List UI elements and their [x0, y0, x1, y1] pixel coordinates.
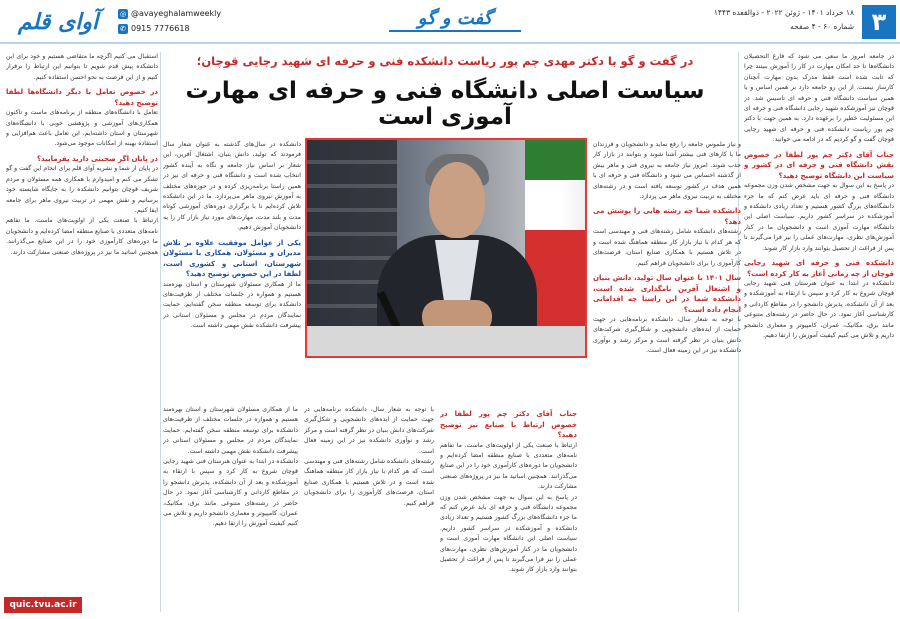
- left-intro: استقبال می کنیم اگرچه ما متقاضی هستیم و خود برای این دانشکده پیش قدم شویم تا بتوانیم این ارتباط را برقرار کنیم و از این فرصت به نحو احسن استفاده کنیم.: [6, 53, 158, 81]
- answer-3-cont: رشته‌های دانشکده شامل رشته‌های فنی و مهندسی است که هر کدام با نیاز بازار کار منطقه هماهنگ شده است و در تلاش هستیم با همکاری صنایع استان، فرصت‌های کارآموزی را برای دانشجویان فراهم کنیم.: [304, 458, 434, 507]
- phone-number: 0915 7776618: [131, 24, 190, 33]
- photo-desk: [307, 326, 587, 356]
- instagram-handle: @avayeghalamweekly: [131, 9, 222, 18]
- answer-4: ارتباط با صنعت یکی از اولویت‌های ماست. ما تفاهم نامه‌های متعددی با صنایع منطقه امضا کرده‌ایم و دانشجویان ما دوره‌های کارآموزی خود را در این صنایع می‌گذرانند. همچنین اساتید ما نیز در پروژه‌های صنعتی مشارکت دارند.: [440, 441, 577, 491]
- section-title: گفت و گو: [395, 8, 515, 34]
- column-b: [304, 405, 434, 612]
- phone-icon: ✆: [118, 24, 128, 34]
- date-line: ۱۸ خرداد ۱۴۰۱ - ژوئن ۲۰۲۲ - ذوالقعده ۱۴۴۳: [713, 8, 854, 17]
- answer-8: در پایان از شما و نشریه آوای قلم برای انجام این گفت و گو تشکر می کنم و امیدوارم با همکاری همه مسئولان و مردم شریف قوچان بتوانیم دانشکده را به جایگاه شایسته خود برسانیم و نقش مهمی در تربیت نیروی ماهر برای جامعه ایفا کنیم.: [6, 165, 158, 214]
- column-divider-left: [160, 52, 161, 612]
- answer-3: رشته‌های دانشکده شامل رشته‌های فنی و مهندسی است که هر کدام با نیاز بازار کار منطقه هماهنگ شده است و در تلاش هستیم با همکاری صنایع استان، فرصت‌های کارآموزی را برای دانشجویان فراهم کنیم.: [593, 228, 741, 267]
- answer-1: در پاسخ به این سوال به جهت مشخص شدن وزن مجموعه دانشگاه فنی و حرفه ای باید عرض کنم که ما جزء دانشگاه‌های بزرگ کشور هستیم و تعداد زیادی دانشکده و آموزشکده در سراسر کشور داریم. سیاست اصلی این دانشگاه مهارت آموزی است و دانشجویان ما در کنار آموزش‌های نظری، مهارت‌های عملی را نیز فرا می‌گیرند تا پس از فراغت از تحصیل بتوانند وارد بازار کار شوند.: [744, 182, 894, 252]
- column-right: [744, 52, 894, 612]
- column-a: [163, 405, 298, 612]
- column-left: [6, 52, 158, 612]
- question-2: دانشکده فنی و حرفه ای شهید رجایی قوچان از چه زمانی آغاز به کار کرده است؟: [744, 259, 894, 278]
- page-number: ۳: [862, 5, 896, 39]
- answer-6-cont: ما از همکاری مسئولان شهرستان و استان بهره‌مند هستیم و همواره در جلسات مختلف از ظرفیت‌های دانشکده برای توسعه منطقه سخن گفته‌ایم. حمایت نمایندگان مردم در مجلس و مسئولان استانی در پیشرفت دانشکده نقش مهمی داشته است.: [163, 406, 298, 455]
- social-contacts: [118, 6, 221, 36]
- footer-website-link[interactable]: quic.tvu.ac.ir: [4, 597, 82, 613]
- article-intro: در جامعه امروز ما سعی می شود که فارغ التحصیلان دانشگاه‌ها تا حد امکان مهارت در کار را آموزش ببینند چرا که ثابت شده است فقط مدرک بدون مهارت آنچنان کارساز نیست. از این رو جامعه دارد بر همین اساس و با همین سیاست دانشگاه فنی و حرفه ای تاسیس شد. در قوچان نیز آموزشکده شهید رجایی دانشگاه فنی و حرفه ای این مسئولیت خطیر را برعهده دارد. به همین جهت با دکتر چم پور ریاست دانشکده فنی و حرفه ای شهید رجایی قوچان گفت و گو کردیم که در ادامه می خوانید.: [744, 53, 894, 144]
- question-8: در پایان اگر صحبتی دارید بفرمایید؟: [37, 154, 158, 163]
- question-7: در خصوص تعامل با دیگر دانشگاه‌ها لطفا توضیح دهید؟: [6, 88, 158, 107]
- newspaper-logo: آوای قلم: [17, 9, 99, 35]
- column-c: [440, 405, 577, 612]
- photo-face: [429, 162, 485, 238]
- answer-5: با توجه به شعار سال، دانشکده برنامه‌هایی در جهت حمایت از ایده‌های دانشجویی و شکل‌گیری شرکت‌های دانش بنیان در نظر گرفته است و مرکز رشد و نوآوری دانشکده نیز در این زمینه فعال است.: [593, 316, 741, 355]
- article-headline: سیاست اصلی دانشگاه فنی و حرفه ای مهارت آموزی است: [185, 78, 705, 130]
- question-3: دانشکده شما چه رشته هایی را پوشش می دهد؟: [593, 207, 741, 226]
- question-4: جناب آقای دکتر چم پور لطفا در خصوص ارتباط با صنایع نیز توضیح دهید؟: [440, 410, 577, 439]
- answer-4-cont: ارتباط با صنعت یکی از اولویت‌های ماست. ما تفاهم نامه‌های متعددی با صنایع منطقه امضا کرده‌ایم و دانشجویان ما دوره‌های کارآموزی خود را در این صنایع می‌گذرانند. همچنین اساتید ما نیز در پروژه‌های صنعتی مشارکت دارند.: [6, 217, 158, 256]
- page-header: [0, 0, 900, 44]
- interviewee-photo: [305, 138, 587, 358]
- issue-line: شماره ۶۰ - ۴ صفحه: [790, 22, 854, 31]
- answer-2: دانشکده در ابتدا به عنوان هنرستان فنی شهید رجایی قوچان شروع به کار کرد و سپس با ارتقاء به آموزشکده و بعد از آن دانشکده، پذیرش دانشجو را در مقاطع کاردانی و کارشناسی آغاز نمود. در حال حاضر در رشته‌های متنوعی مانند برق، مکانیک، عمران، کامپیوتر و معماری دانشجو داریم و تلاش می کنیم کیفیت آموزش را ارتقا دهیم.: [744, 280, 894, 340]
- instagram-icon: ◎: [119, 9, 127, 18]
- answer-5-cont: با توجه به شعار سال، دانشکده برنامه‌هایی در جهت حمایت از ایده‌های دانشجویی و شکل‌گیری شرکت‌های دانش بنیان در نظر گرفته است و مرکز رشد و نوآوری دانشکده نیز در این زمینه فعال است.: [304, 406, 434, 455]
- question-5: سال ۱۴۰۱ با عنوان سال تولید، دانش بنیان و اشتغال آفرین نامگذاری شده است، دانشکده شما در این راستا چه اقداماتی انجام داده است؟: [593, 274, 741, 314]
- answer-2-cont: دانشکده در ابتدا به عنوان هنرستان فنی شهید رجایی قوچان شروع به کار کرد و سپس با ارتقاء به آموزشکده و بعد از آن دانشکده، پذیرش دانشجو را در مقاطع کاردانی و کارشناسی آغاز نمود. در حال حاضر در رشته‌های متنوعی مانند برق، مکانیک، عمران، کامپیوتر و معماری دانشجو داریم و تلاش می کنیم کیفیت آموزش را ارتقا دهیم.: [163, 458, 298, 528]
- question-6: یکی از عوامل موفقیت علاوه بر تلاش مدیران و مسئولان، همکاری با مسئولان شهرستان، استانی و کشوری است، لطفا در این خصوص توضیح دهید؟: [163, 238, 301, 279]
- article-kicker: در گفت و گو با دکتر مهدی چم پور ریاست دانشکده فنی و حرفه ای شهید رجایی قوچان؛: [196, 54, 694, 68]
- text-mid-top: دانشکده در سال‌های گذشته به عنوان شعار سال فرمودند که تولید، دانش بنیان، اشتغال آفرین، این شعار بر اساس نیاز جامعه و نگاه به آینده کشور انتخاب شده است و دانشگاه فنی و حرفه ای نیز در همین راستا برنامه‌ریزی کرده و در حوزه‌های مختلف به آموزش نیروی ماهر می‌پردازد. ما در این دانشکده تلاش کرده‌ایم تا با برگزاری دوره‌های آموزشی کوتاه مدت و بلند مدت، مهارت‌های مورد نیاز بازار کار را به دانشجویان آموزش دهیم.: [163, 141, 301, 232]
- answer-6: ما از همکاری مسئولان شهرستان و استان بهره‌مند هستیم و همواره در جلسات مختلف از ظرفیت‌های دانشکده برای توسعه منطقه سخن گفته‌ایم. حمایت نمایندگان مردم در مجلس و مسئولان استانی در پیشرفت دانشکده نقش مهمی داشته است.: [163, 280, 301, 330]
- issue-info: [714, 6, 854, 34]
- text-d: و نیاز ملموس جامعه را رفع نماید و دانشجویان و فرزندان ما با کارهای فنی بیشتر آشنا شوند و بتوانند در بازار کار جذب شوند. امروز نیاز جامعه به نیروی فنی و ماهر بیش از گذشته احساس می شود و دانشگاه فنی و حرفه ای با همین هدف در کشور توسعه یافته است و در رشته‌های مختلف به تربیت نیروی ماهر می پردازد.: [593, 141, 741, 201]
- answer-7: تعامل با دانشگاه‌های منطقه از برنامه‌های ماست و تاکنون همکاری‌های آموزشی و پژوهشی خوبی با دانشگاه‌های شهرستان و استان داشته‌ایم. این تعامل باعث هم‌افزایی و استفاده بهینه از امکانات موجود می‌شود.: [6, 109, 158, 148]
- answer-1-cont: در پاسخ به این سوال به جهت مشخص شدن وزن مجموعه دانشگاه فنی و حرفه ای باید عرض کنم که ما جزء دانشگاه‌های بزرگ کشور هستیم و تعداد زیادی دانشکده و آموزشکده در سراسر کشور داریم. سیاست اصلی این دانشگاه مهارت آموزی است و دانشجویان ما در کنار آموزش‌های نظری، مهارت‌های عملی را نیز فرا می‌گیرند تا پس از فراغت از تحصیل بتوانند وارد بازار کار شوند.: [440, 493, 577, 574]
- column-d: [593, 140, 741, 612]
- column-mid-top: [163, 140, 301, 390]
- question-1: جناب آقای دکتر چم پور لطفا در خصوص نقش دانشگاه فنی و حرفه ای در کشور و سیاست این دانشگاه توضیح دهید؟: [744, 150, 894, 180]
